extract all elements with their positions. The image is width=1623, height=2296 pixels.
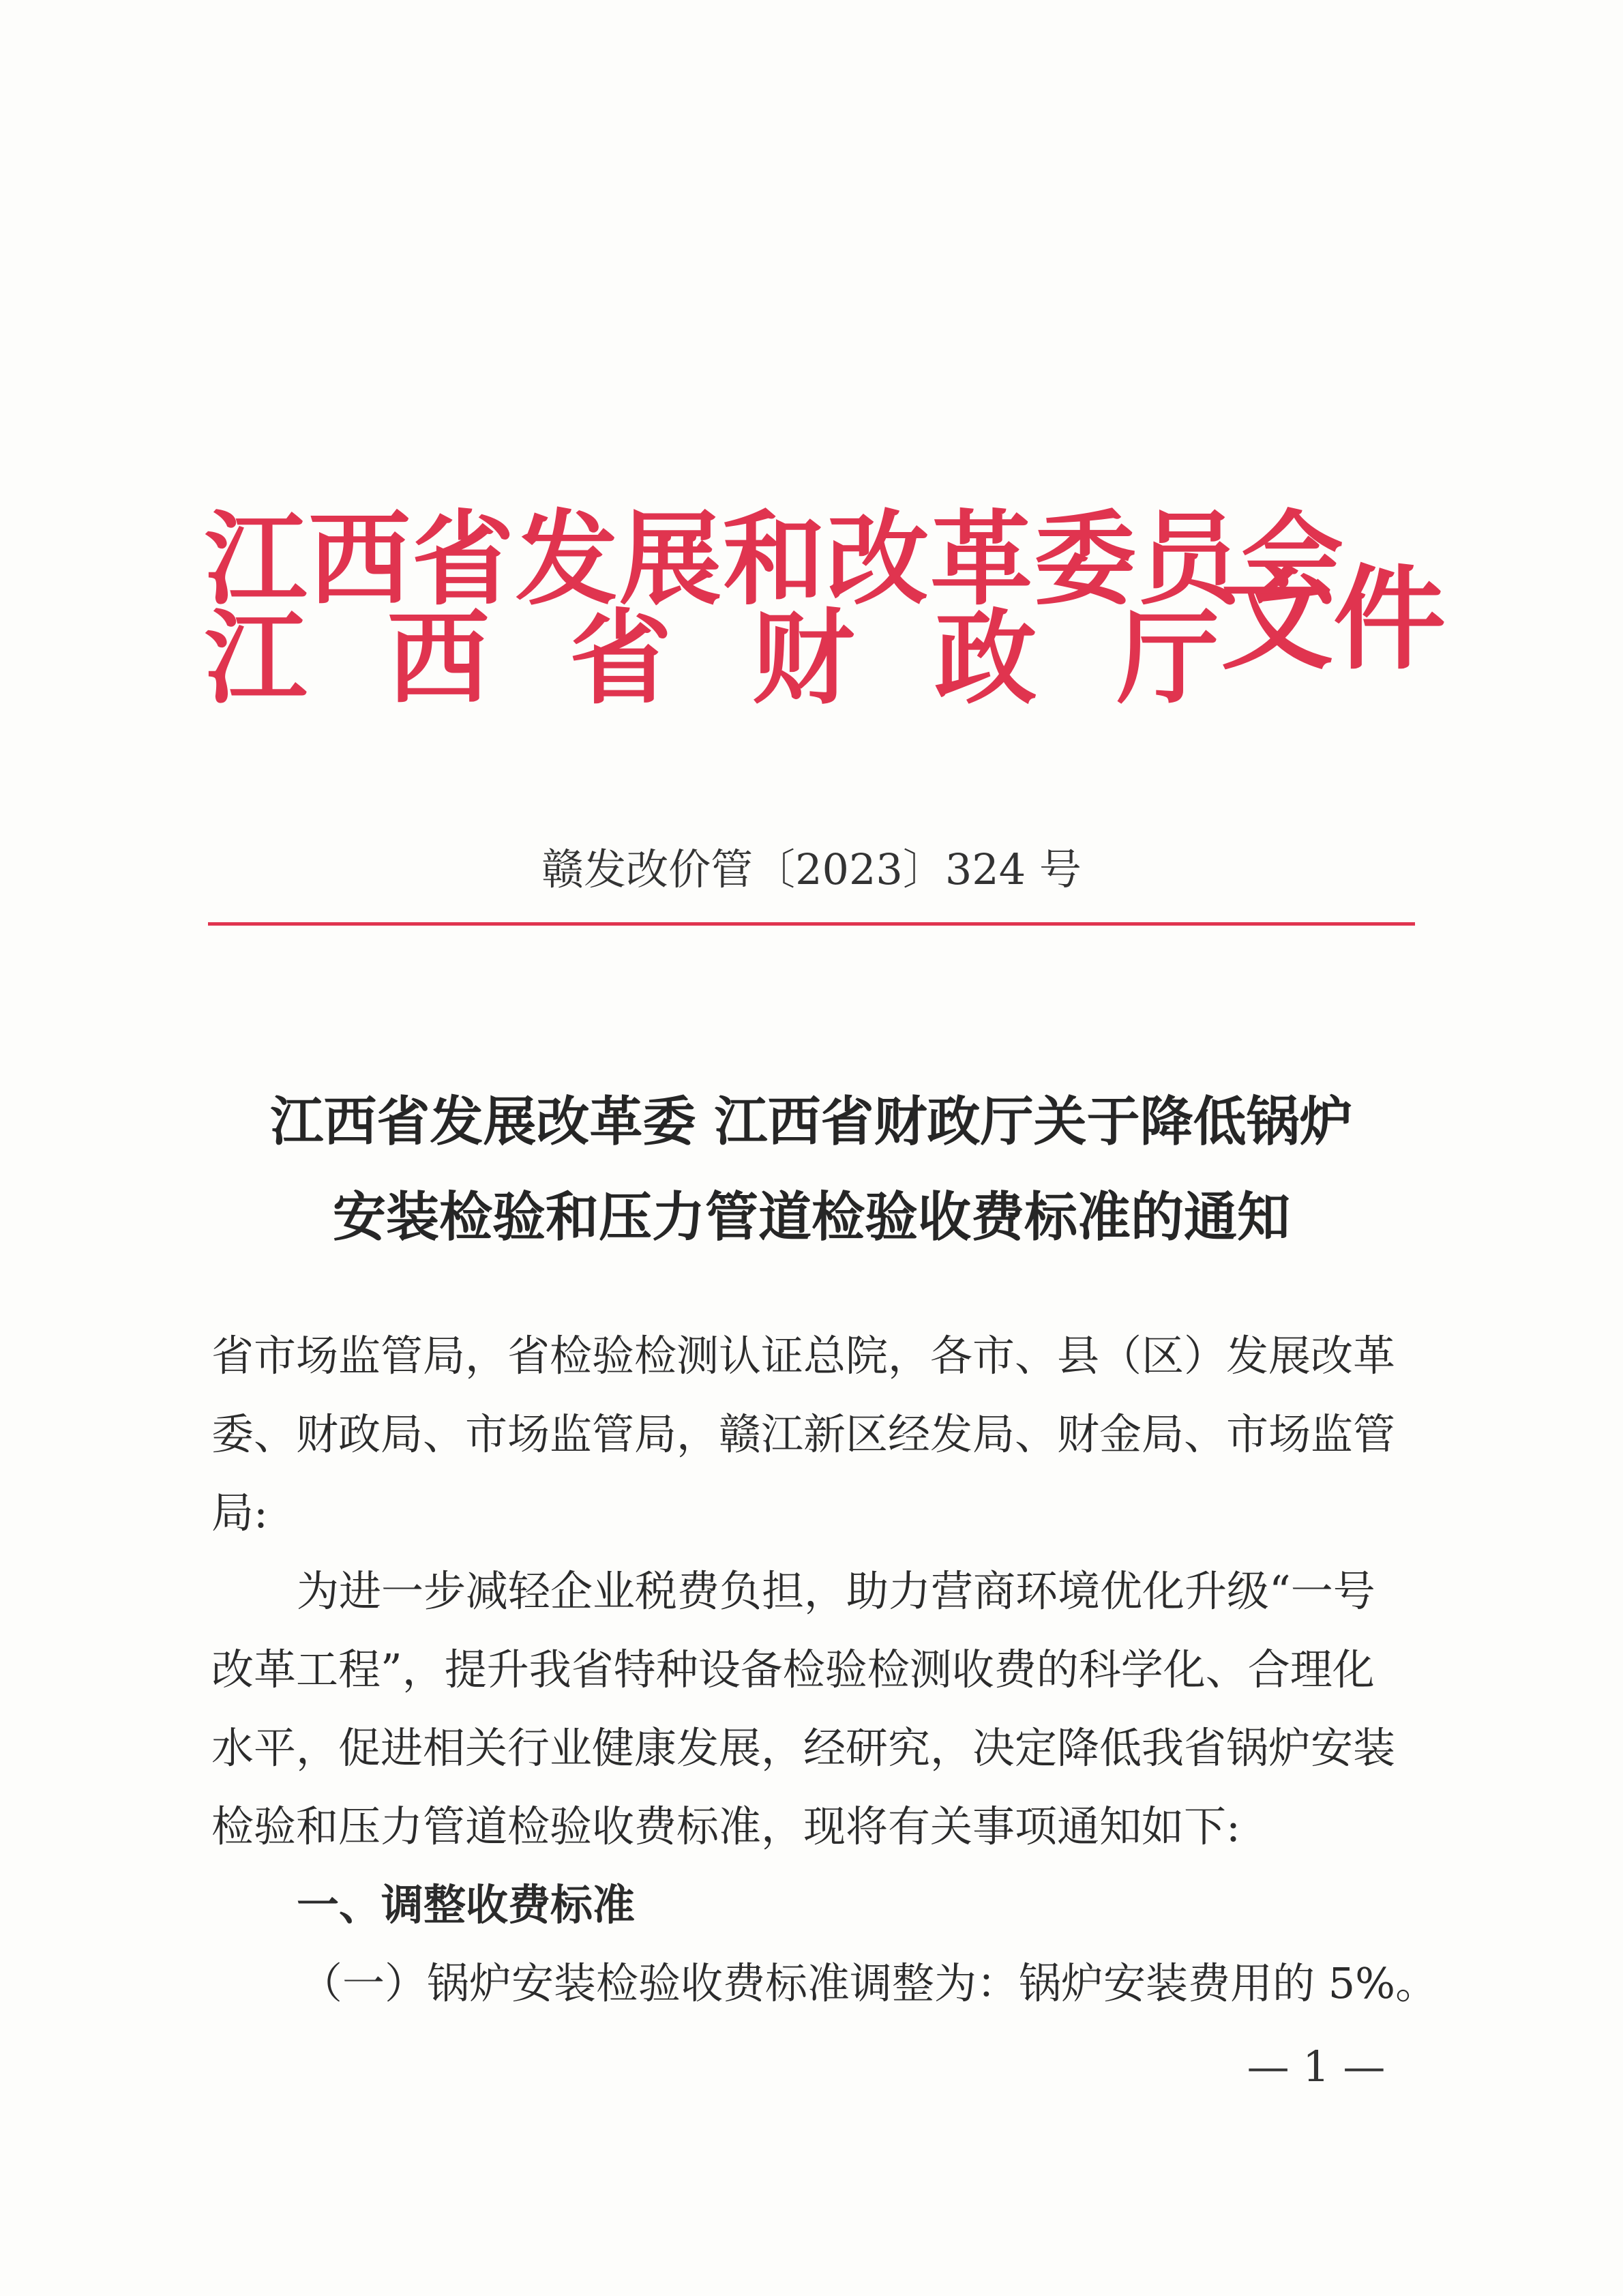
document-number: 赣发改价管〔2023〕324 号	[541, 844, 1082, 894]
title-line: 安装检验和压力管道检验收费标准的通知	[332, 1186, 1290, 1248]
title-line: 江西省发展改革委 江西省财政厅关于降低锅炉	[270, 1091, 1353, 1153]
paragraph-line: 改革工程”，提升我省特种设备检验检测收费的科学化、合理化	[211, 1645, 1375, 1694]
addressee-line: 委、财政局、市场监管局，赣江新区经发局、财金局、市场监管	[211, 1409, 1396, 1459]
paragraph-line: 检验和压力管道检验收费标准，现将有关事项通知如下:	[211, 1801, 1240, 1851]
page-number: — 1 —	[1247, 2042, 1386, 2091]
masthead-suffix: 文件	[1221, 553, 1446, 685]
masthead-line2	[205, 598, 1221, 718]
addressee-line: 局:	[211, 1488, 268, 1537]
masthead-char: 江	[205, 598, 309, 718]
paragraph-line: 水平，促进相关行业健康发展，经研究，决定降低我省锅炉安装	[211, 1723, 1396, 1773]
paragraph-line: （一）锅炉安装检验收费标准调整为：锅炉安装费用的 5%。	[300, 1958, 1438, 2008]
masthead	[205, 499, 1446, 718]
masthead-char: 政	[934, 598, 1039, 718]
addressee-line: 省市场监管局，省检验检测认证总院，各市、县（区）发展改革	[211, 1331, 1396, 1381]
masthead-char: 西	[387, 598, 491, 718]
document-title	[0, 1074, 1623, 1265]
red-divider	[208, 922, 1415, 926]
section-heading: 一、调整收费标准	[297, 1880, 636, 1930]
masthead-line1: 江西省发展和改革委员会	[205, 499, 1345, 619]
paragraph-line: 为进一步减轻企业税费负担，助力营商环境优化升级“一号	[297, 1566, 1375, 1616]
masthead-char: 厅	[1116, 598, 1221, 718]
masthead-char: 财	[751, 598, 856, 718]
document-body	[211, 1316, 1438, 2022]
masthead-char: 省	[569, 598, 674, 718]
